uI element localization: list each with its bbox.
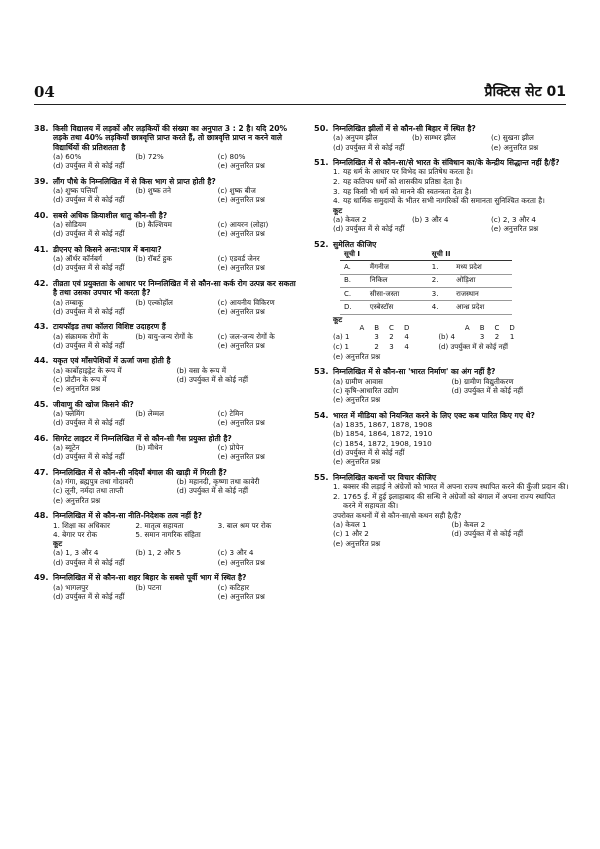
option-e[interactable]: (e) अनुत्तरित प्रश्न (333, 538, 381, 548)
options (34, 298, 300, 317)
option-e[interactable]: (e) अनुत्तरित प्रश्न (217, 195, 265, 205)
question-text: निम्नलिखित में से कौन-सी नदियाँ बंगाल की खाड़ी में गिरती हैं? (53, 467, 227, 477)
question-47 (34, 468, 300, 505)
option-e[interactable]: (e) अनुत्तरित प्रश्न (217, 452, 265, 462)
question-number: 50. (314, 123, 329, 133)
question-45 (34, 400, 300, 428)
option-e[interactable]: (e) अनुत्तरित प्रश्न (491, 224, 539, 234)
option-a[interactable]: (a) 60% (53, 151, 82, 161)
question-number: 41. (34, 243, 49, 254)
option-d[interactable]: (d) उपर्युक्त में से कोई नहीं (53, 452, 125, 462)
option-d[interactable]: (d) उपर्युक्त में से कोई नहीं (53, 340, 125, 350)
option-d[interactable]: (d) उपर्युक्त में से कोई नहीं (333, 224, 405, 234)
option-b[interactable]: (b) ग्रामीण विद्युतीकरण (451, 376, 514, 386)
option-c[interactable]: (c) प्रोपेन (217, 443, 244, 453)
question-text: निम्नलिखित में से कौन-सा/से भारत के संविधान का/के केन्द्रीय सिद्धान्त नहीं है/हैं? (333, 158, 560, 168)
options (314, 352, 570, 361)
option-e[interactable]: (e) अनुत्तरित प्रश्न (53, 495, 101, 505)
question-text: निम्नलिखित कथनों पर विचार कीजिए (333, 472, 437, 482)
options (34, 152, 300, 171)
statement-1: 1. बक्सर की लड़ाई ने अंग्रेजों को भारत में अपना राज्य स्थापित करने की कुँजी प्रदान की। (333, 481, 569, 491)
question-text: तीव्रता एवं प्रयुक्तता के आधार पर निम्नलिखित में से कौन-सा कर्क रोग उत्पन्न कर सकता है तथा उसका उपचार भी करता है? (53, 278, 296, 298)
question-number: 55. (314, 471, 329, 482)
question-40 (34, 211, 300, 239)
options (34, 443, 300, 462)
left-column (34, 124, 300, 607)
option-c[interactable]: (c) सुखना झील (491, 133, 534, 143)
question-50 (314, 124, 570, 152)
practice-set-title: प्रैक्टिस सेट 01 (484, 84, 566, 100)
option-b[interactable]: (b) 1854, 1864, 1872, 1910 (333, 429, 433, 439)
option-c[interactable]: (c) 3 और 4 (217, 548, 254, 558)
option-e[interactable]: (e) अनुत्तरित प्रश्न (53, 384, 101, 394)
option-d[interactable]: (d) उपर्युक्त में से कोई नहीं (53, 229, 125, 239)
options (34, 583, 300, 602)
option-d[interactable]: (d) उपर्युक्त में से कोई नहीं (176, 486, 248, 496)
option-e[interactable]: (e) अनुत्तरित प्रश्न (217, 557, 265, 567)
option-c[interactable]: (c) शुष्क बीज (217, 185, 256, 195)
options (34, 254, 300, 273)
option-b[interactable]: (b) 72% (135, 151, 164, 161)
option-b[interactable]: (b) वायु-जन्य रोगों के (135, 331, 193, 341)
option-c[interactable]: (c) 1854, 1872, 1908, 1910 (333, 438, 432, 448)
statement-4: 4. यह धार्मिक समुदायों के भीतर सभी नागरिकों की समानता सुनिश्चित करता है। (333, 196, 545, 206)
statement-2: 2. 1765 ई. में हुई इलाहाबाद की सन्धि ने अंग्रेजों को बंगाल में अपना राज्य स्थापित करने में सहायता की। (333, 491, 556, 511)
question-text: किसी विद्यालय में लड़कों और लड़कियों की संख्या का अनुपात 3 : 2 है। यदि 20% लड़के तथा 40% लड़कियाँ छात्रवृत्ति प्राप्त करते हैं, तो छात्रवृत्ति प्राप्त न करने वाले विद्यार्थियों की प्रतिशतता है (53, 124, 288, 152)
list-1-header: सूची I (340, 249, 428, 261)
question-number: 49. (34, 572, 49, 583)
option-a[interactable]: (a) भागलपुर (53, 582, 89, 592)
option-e[interactable]: (e) अनुत्तरित प्रश्न (217, 229, 265, 239)
options (34, 186, 300, 205)
option-c[interactable]: (c) प्रोटीन के रूप में (53, 374, 107, 384)
option-d[interactable]: (d) उपर्युक्त में से कोई नहीं (53, 195, 125, 205)
question-number: 53. (314, 366, 329, 377)
question-text: डीएनए को किसने अन्त:पात्र में बनाया? (53, 244, 162, 254)
option-a[interactable]: (a) ग्रामीण आवास (333, 376, 383, 386)
option-d[interactable]: (d) उपर्युक्त में से कोई नहीं (53, 591, 125, 601)
question-number: 40. (34, 209, 49, 220)
option-c[interactable]: (c) एडवर्ड जेनर (217, 254, 260, 264)
option-c[interactable]: (c) टेमिन (217, 409, 244, 419)
option-e[interactable]: (e) अनुत्तरित प्रश्न (217, 161, 265, 171)
option-c[interactable]: (c) कटिहार (217, 582, 250, 592)
option-a[interactable]: (a) 1 (333, 333, 350, 342)
option-b[interactable]: (b) एल्कोहॉल (135, 297, 173, 307)
option-c[interactable]: (c) आयनीय विकिरण (217, 297, 275, 307)
table-row: C. सीसा-जस्ता 3. राजस्थान (340, 288, 512, 301)
option-b[interactable]: (b) लेम्मल (135, 409, 164, 419)
options (314, 420, 570, 466)
option-e[interactable]: (e) अनुत्तरित प्रश्न (217, 263, 265, 273)
question-text: सबसे अधिक क्रियाशील धातु कौन-सी है? (53, 210, 168, 220)
page-header (34, 78, 566, 105)
question-number: 39. (34, 175, 49, 186)
statement-1: 1. यह धर्म के आधार पर विभेद का प्रतिषेध करता है। (333, 167, 474, 177)
option-b[interactable]: (b) मीथेन (135, 443, 163, 453)
question-text: जीवाणु की खोज किसने की? (53, 399, 134, 409)
option-d[interactable]: (d) उपर्युक्त में से कोई नहीं (451, 529, 523, 539)
question-text: निम्नलिखित में से कौन-सा 'भारत निर्माण' का अंग नहीं है? (333, 367, 496, 377)
question-48 (34, 511, 300, 567)
options (314, 133, 570, 152)
statement-2: 2. मातृत्व सहायता (135, 520, 184, 530)
question-number: 38. (34, 123, 49, 133)
question-text: सिगरेट लाइटर में निम्नलिखित में से कौन-सी गैस प्रयुक्त होती है? (53, 433, 232, 443)
option-c[interactable]: (c) 1 (333, 342, 349, 351)
statement-4: 4. बेगार पर रोक (53, 529, 98, 539)
option-c[interactable]: (c) लूनी, नर्मदा तथा ताप्ती (53, 486, 124, 496)
option-d[interactable]: (d) उपर्युक्त में से कोई नहीं (53, 557, 125, 567)
question-54 (314, 411, 570, 467)
question-39 (34, 177, 300, 205)
option-c[interactable]: (c) कृषि-आधारित उद्योग (333, 385, 399, 395)
option-a[interactable]: (a) ऑर्थर कॉर्नबर्ग (53, 254, 102, 264)
option-a[interactable]: (a) केवल 1 (333, 520, 367, 529)
option-c[interactable]: (c) जल-जन्य रोगों के (217, 331, 275, 341)
option-e[interactable]: (e) अनुत्तरित प्रश्न (491, 142, 539, 152)
option-a[interactable]: (a) ब्यूटेन (53, 443, 80, 453)
option-b[interactable]: (b) 1, 2 और 5 (135, 548, 181, 558)
question-text: लौंग पौधे के निम्नलिखित में से किस भाग से प्राप्त होती है? (53, 176, 216, 186)
statement-1: 1. शिक्षा का अधिकार (53, 520, 110, 530)
option-a[interactable]: (a) 1, 3 और 4 (53, 548, 99, 558)
option-a[interactable]: (a) कार्बोहाइड्रेट के रूप में (53, 365, 122, 375)
options (34, 366, 300, 394)
question-number: 43. (34, 321, 49, 332)
question-38 (34, 124, 300, 170)
question-51 (314, 158, 570, 234)
statement-5: 5. समान नागरिक संहिता (135, 529, 201, 539)
question-number: 42. (34, 277, 49, 288)
question-46 (34, 434, 300, 462)
options (34, 409, 300, 428)
option-a[interactable]: (a) संक्रामक रोगों के (53, 331, 109, 341)
question-text: यकृत एवं माँसपेशियों में ऊर्जा जमा होती है (53, 356, 171, 366)
option-b[interactable]: (b) वसा के रूप में (176, 365, 227, 375)
options (34, 477, 300, 505)
options (34, 220, 300, 239)
option-d[interactable]: (d) उपर्युक्त में से कोई नहीं (53, 418, 125, 428)
option-c[interactable]: (c) 2, 3 और 4 (491, 215, 536, 225)
code-table: A B C D A B C D (a) 1 3 2 4 (b) 4 3 2 1 (c) 1 2 3 4 (d) उपर्युक्त में से कोई नहीं (333, 324, 520, 352)
right-column (314, 124, 570, 554)
question-number: 54. (314, 409, 329, 420)
option-d[interactable]: (d) उपर्युक्त में से कोई नहीं (176, 374, 248, 384)
option-c[interactable]: (c) आयरन (लोहा) (217, 220, 269, 230)
option-e[interactable]: (e) अनुत्तरित प्रश्न (217, 591, 265, 601)
code-label: कूट (53, 539, 63, 549)
option-d[interactable]: (d) उपर्युक्त में से कोई नहीं (451, 385, 523, 395)
option-e[interactable]: (e) अनुत्तरित प्रश्न (333, 351, 381, 361)
question-44 (34, 356, 300, 393)
option-b[interactable]: (b) केवल 2 (451, 520, 486, 529)
question-number: 48. (34, 510, 49, 521)
option-e[interactable]: (e) अनुत्तरित प्रश्न (333, 457, 381, 467)
option-a[interactable]: (a) केवल 2 (333, 215, 367, 225)
table-row: A. मैंगनीज 1. मध्य प्रदेश (340, 261, 512, 274)
question-text: निम्नलिखित में से कौन-सा नीति-निदेशक तत्व नहीं है? (53, 511, 203, 521)
statement-3: 3. बाल श्रम पर रोक (217, 520, 272, 530)
option-b[interactable]: (b) महानदी, कृष्णा तथा कावेरी (176, 477, 260, 487)
option-e[interactable]: (e) अनुत्तरित प्रश्न (333, 395, 381, 405)
code-label: कूट (333, 314, 343, 324)
question-number: 51. (314, 157, 329, 168)
question-41 (34, 245, 300, 273)
option-a[interactable]: (a) सोडियम (53, 220, 87, 230)
question-text: निम्नलिखित में से कौन-सा शहर बिहार के सबसे पूर्वी भाग में स्थित है? (53, 573, 247, 583)
question-49 (34, 573, 300, 601)
option-d[interactable]: (d) उपर्युक्त में से कोई नहीं (53, 161, 125, 171)
match-table (340, 249, 512, 314)
option-b[interactable]: (b) साम्भर झील (412, 133, 456, 143)
option-a[interactable]: (a) शुष्क पत्तियाँ (53, 185, 98, 195)
question-43 (34, 322, 300, 350)
table-row: D. एस्बेस्टॉस 4. आन्ध्र प्रदेश (340, 301, 512, 314)
question-number: 47. (34, 466, 49, 477)
question-number: 46. (34, 432, 49, 443)
question-text: निम्नलिखित झीलों में से कौन-सी बिहार में स्थित है? (333, 124, 476, 133)
option-b[interactable]: (b) रॉबर्ट हुक (135, 254, 172, 264)
question-55 (314, 473, 570, 548)
page-number: 04 (34, 83, 55, 101)
option-a[interactable]: (a) फ्लेमिंग (53, 409, 85, 419)
option-a[interactable]: (a) 1835, 1867, 1878, 1908 (333, 419, 433, 429)
option-b[interactable]: (b) पटना (135, 582, 162, 592)
option-e[interactable]: (e) अनुत्तरित प्रश्न (217, 306, 265, 316)
option-a[interactable]: (a) गंगा, ब्रह्मपुत्र तथा गोदावरी (53, 477, 134, 487)
question-number: 44. (34, 355, 49, 366)
options (314, 215, 570, 234)
option-c[interactable]: (c) 1 और 2 (333, 529, 369, 539)
option-b[interactable]: (b) 4 (438, 333, 455, 342)
table-row: B. निकिल 2. ओड़िशा (340, 274, 512, 287)
question-42 (34, 279, 300, 316)
statement-2: 2. यह कतिपय धर्मों को शासकीय प्रतिष्ठा देता है। (333, 176, 463, 186)
question-number: 45. (34, 398, 49, 409)
list-2-header: सूची II (428, 249, 512, 261)
option-d[interactable]: (d) उपर्युक्त में से कोई नहीं (53, 306, 125, 316)
option-a[interactable]: (a) अनुपम झील (333, 133, 378, 143)
question-text: सुमेलित कीजिए (333, 239, 377, 249)
question-text: टायफॉइड तथा कॉलरा विशिष्ट उदाहरण हैं (53, 322, 166, 332)
statements (34, 521, 300, 540)
option-d[interactable]: (d) उपर्युक्त में से कोई नहीं (333, 447, 405, 457)
question-prompt: उपरोक्त कथनों में से कौन-सा/से कथन सही है/हैं? (333, 510, 462, 520)
options (34, 548, 300, 567)
question-text: भारत में मीडिया को नियन्त्रित करने के लिए एक्ट कब पारित किए गए थे? (333, 410, 535, 420)
options (314, 520, 570, 548)
option-e[interactable]: (e) अनुत्तरित प्रश्न (217, 418, 265, 428)
option-d[interactable]: (d) उपर्युक्त में से कोई नहीं (333, 142, 405, 152)
statements (314, 167, 570, 205)
question-number: 52. (314, 238, 329, 249)
option-d[interactable]: (d) उपर्युक्त में से कोई नहीं (53, 263, 125, 273)
option-d[interactable]: (d) उपर्युक्त में से कोई नहीं (438, 342, 508, 351)
option-a[interactable]: (a) तम्बाकू (53, 297, 84, 307)
statement-3: 3. यह किसी भी धर्म को मानने की स्वतन्त्रता देता है। (333, 186, 472, 196)
code-label: कूट (333, 205, 343, 215)
question-52 (314, 240, 570, 361)
option-b[interactable]: (b) शुष्क तने (135, 185, 171, 195)
option-c[interactable]: (c) 80% (217, 151, 246, 161)
option-e[interactable]: (e) अनुत्तरित प्रश्न (217, 340, 265, 350)
option-b[interactable]: (b) कैल्शियम (135, 220, 172, 230)
option-b[interactable]: (b) 3 और 4 (412, 215, 449, 225)
question-53 (314, 367, 570, 404)
options (314, 377, 570, 405)
options (34, 332, 300, 351)
statements (314, 482, 570, 511)
